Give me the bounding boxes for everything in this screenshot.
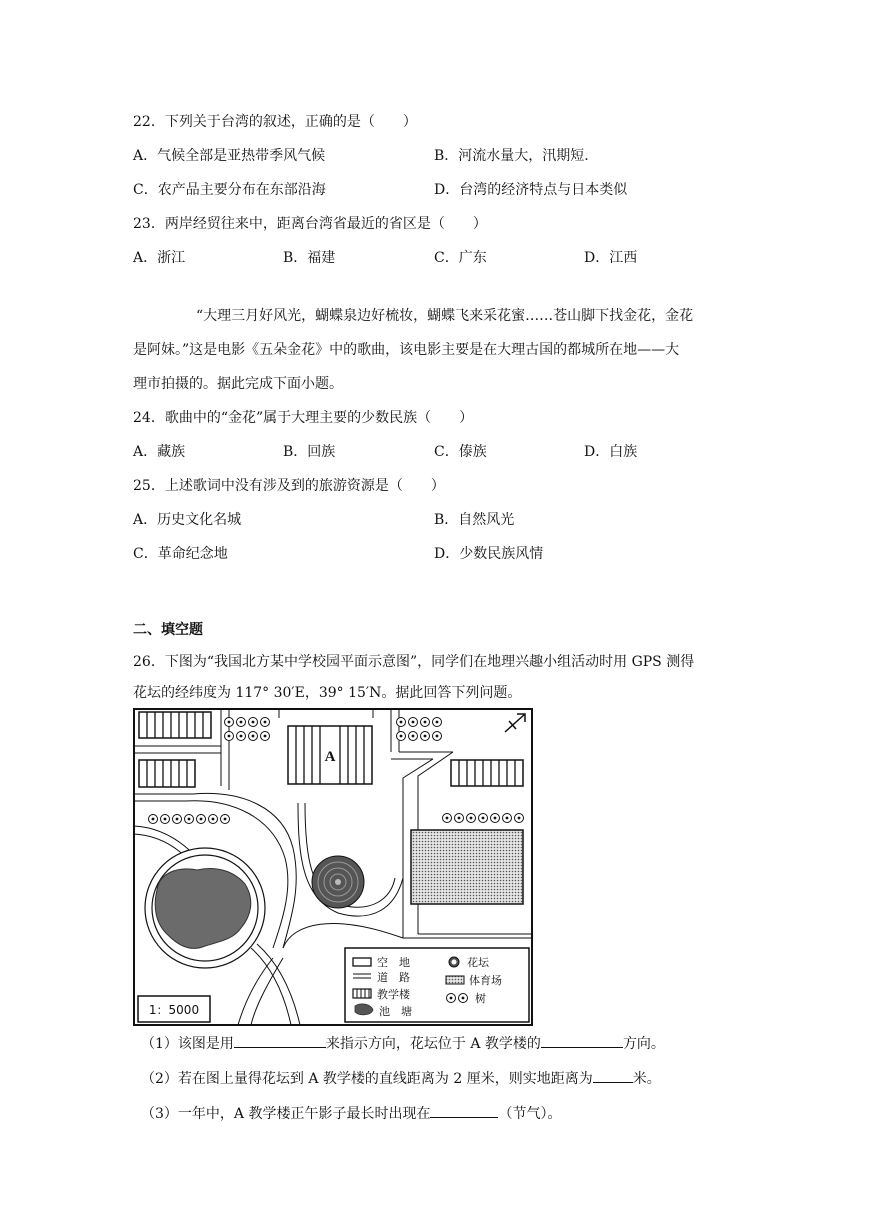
q26-stem-line-1: 26．下图为“我国北方某中学校园平面示意图”，同学们在地理兴趣小组活动时用 GPS 测得 (133, 654, 695, 670)
passage-line-3: 理市拍摄的。据此完成下面小题。 (133, 376, 343, 392)
legend-tree: 树 (475, 992, 486, 1005)
q24-option-c: C．傣族 (434, 444, 487, 460)
q23-option-a: A．浙江 (133, 250, 186, 266)
q22-option-c: C．农产品主要分布在东部沿海 (133, 182, 326, 198)
q25-option-d: D．少数民族风情 (434, 546, 544, 562)
q26-sub1-blank-1[interactable] (234, 1033, 326, 1048)
passage-line-2: 是阿妹。”这是电影《五朵金花》中的歌曲，该电影主要是在大理古国的都城所在地——大 (133, 342, 680, 358)
sports-field (411, 830, 523, 904)
q26-sub3-text-b: （节气）。 (498, 1106, 562, 1122)
q26-sub1-text-b: 来指示方向，花坛位于 A 教学楼的 (325, 1036, 541, 1052)
q22-option-d: D．台湾的经济特点与日本类似 (434, 182, 628, 198)
legend-teaching-building: 教学楼 (377, 988, 410, 1001)
q26-sub2 (141, 1068, 661, 1089)
q26-sub3-blank[interactable] (430, 1103, 498, 1118)
legend-pond: 池 塘 (379, 1005, 412, 1018)
q26-sub1 (141, 1033, 665, 1054)
q26-sub1-text-a: （1）该图是用 (141, 1036, 234, 1052)
q23-option-b: B．福建 (283, 250, 336, 266)
q26-stem-line-2: 花坛的经纬度为 117° 30′E，39° 15′N。据此回答下列问题。 (133, 685, 522, 701)
building-a-label: A (324, 749, 336, 765)
scale-label: 1：5000 (148, 1003, 200, 1017)
q25-stem: 25．上述歌词中没有涉及到的旅游资源是（ ） (133, 478, 445, 494)
teaching-building-top-left (139, 712, 211, 738)
legend-flower-bed: 花坛 (467, 956, 489, 969)
teaching-building-right (451, 760, 523, 786)
q23-option-d: D．江西 (584, 250, 638, 266)
q26-sub3 (141, 1103, 561, 1124)
q26-sub1-text-c: 方向。 (622, 1036, 665, 1052)
flower-bed (312, 856, 364, 908)
q22-stem: 22．下列关于台湾的叙述，正确的是（ ） (133, 114, 417, 130)
legend-open-space: 空 地 (377, 956, 410, 969)
q22-option-b: B．河流水量大，汛期短. (434, 148, 589, 164)
teaching-building-mid-left (139, 760, 195, 787)
q26-sub3-text-a: （3）一年中，A 教学楼正午影子最长时出现在 (141, 1106, 431, 1122)
q24-option-a: A．藏族 (133, 444, 186, 460)
q23-option-c: C．广东 (434, 250, 487, 266)
q25-option-c: C．革命纪念地 (133, 546, 228, 562)
q25-option-b: B．自然风光 (434, 512, 515, 528)
legend-road: 道 路 (377, 971, 410, 984)
q24-stem: 24．歌曲中的“金花”属于大理主要的少数民族（ ） (133, 410, 474, 426)
q25-option-a: A．历史文化名城 (133, 512, 242, 528)
legend-sports-field: 体育场 (469, 974, 502, 987)
q26-sub2-text-b: 米。 (632, 1071, 661, 1087)
campus-map-figure (133, 708, 533, 1026)
section-title: 二、填空题 (133, 622, 203, 638)
q26-sub1-blank-2[interactable] (541, 1033, 623, 1048)
q24-option-d: D．白族 (584, 444, 638, 460)
passage-line-1: “大理三月好风光，蝴蝶泉边好梳妆，蝴蝶飞来采花蜜……苍山脚下找金花，金花 (196, 308, 694, 324)
q23-stem: 23．两岸经贸往来中，距离台湾省最近的省区是（ ） (133, 216, 487, 232)
q24-option-b: B．回族 (283, 444, 336, 460)
q26-sub2-text-a: （2）若在图上量得花坛到 A 教学楼的直线距离为 2 厘米，则实地距离为 (141, 1071, 593, 1087)
q26-sub2-blank[interactable] (593, 1068, 633, 1083)
q22-option-a: A．气候全部是亚热带季风气候 (133, 148, 326, 164)
